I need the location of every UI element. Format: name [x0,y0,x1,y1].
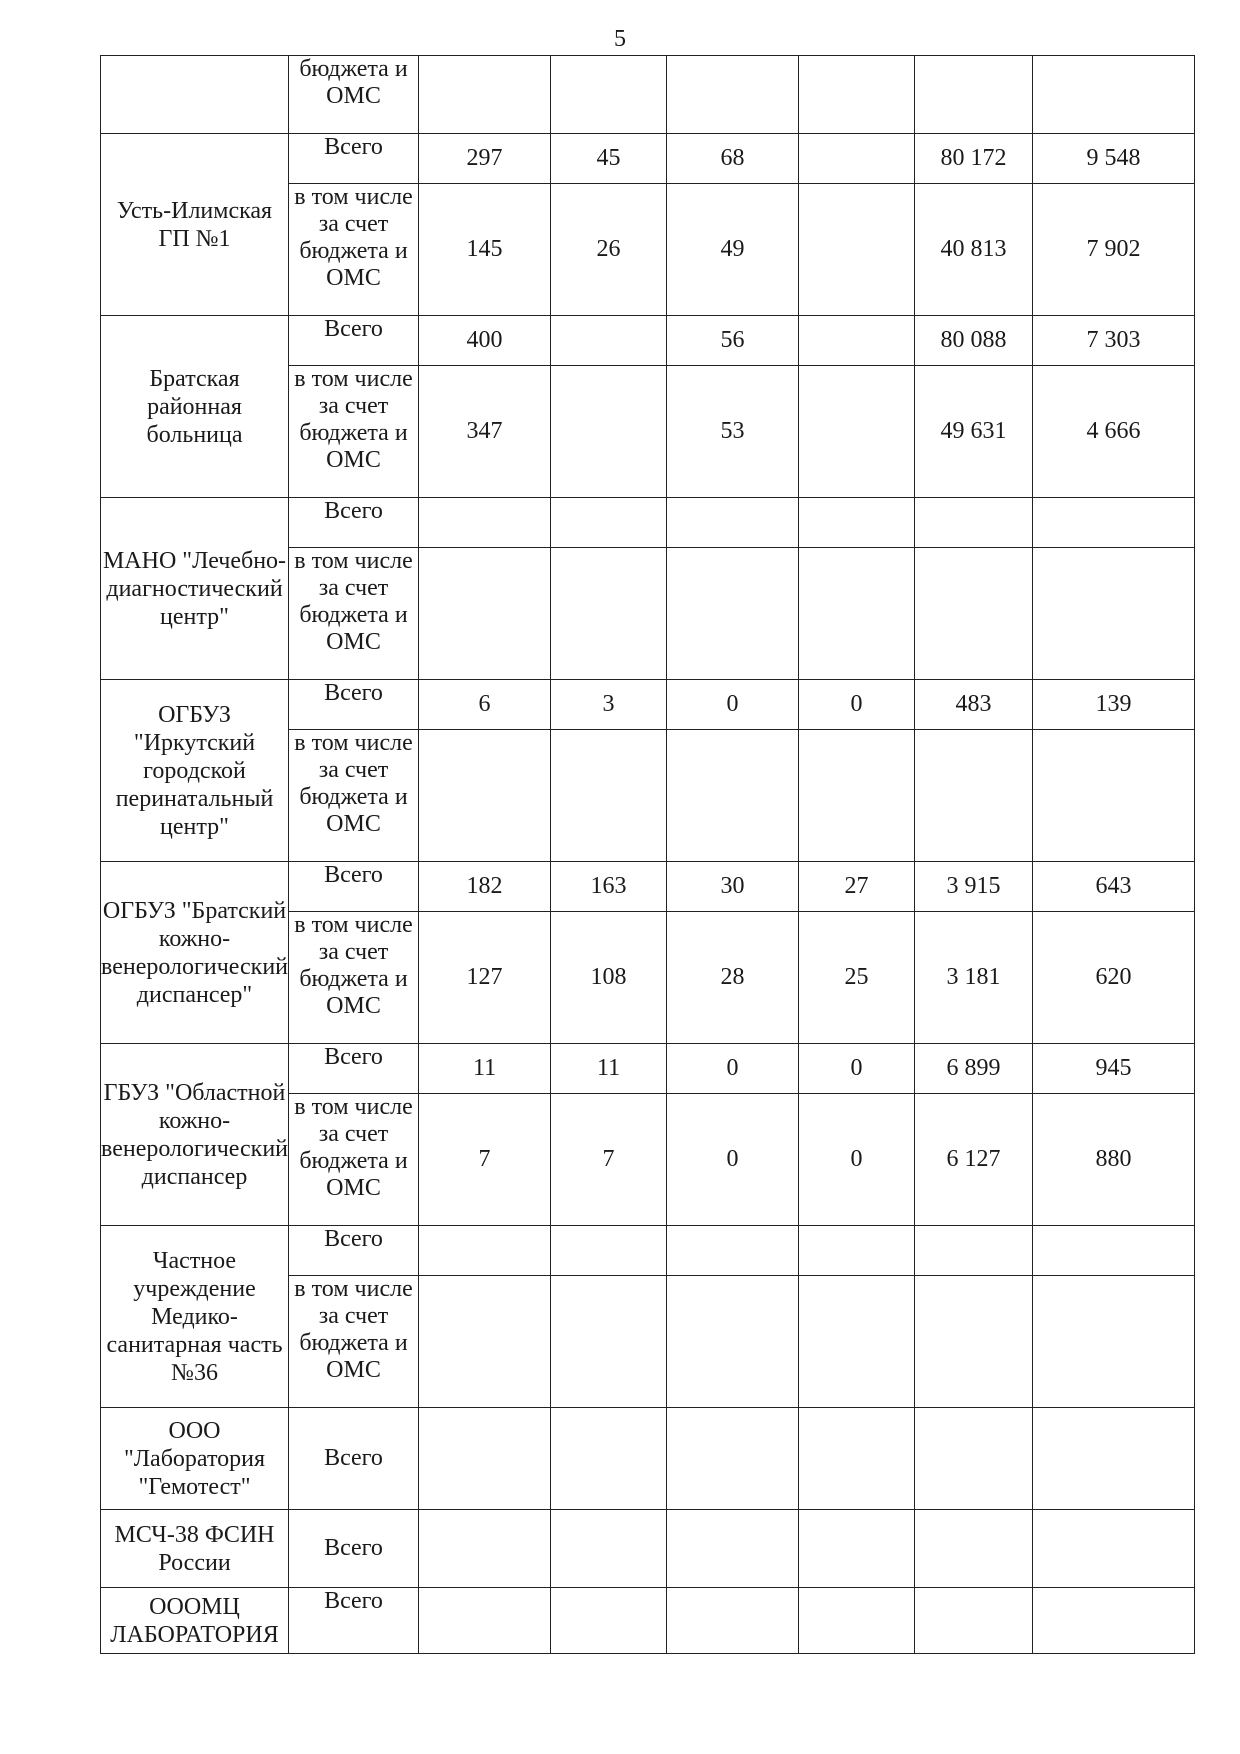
value-cell: 28 [667,912,799,1044]
value-cell: 7 303 [1033,316,1195,366]
value-cell [799,56,915,134]
value-cell [667,548,799,680]
value-cell: 26 [551,184,667,316]
value-cell [551,548,667,680]
kind-label: Всего [289,1408,419,1510]
org-name: Частное учреждение Медико-санитарная часть №36 [101,1226,289,1408]
value-cell [419,1408,551,1510]
org-name: ОГБУЗ "Братский кожно-венерологический диспансер" [101,862,289,1044]
value-cell [799,134,915,184]
kind-label: в том числе за счет бюджета и ОМС [289,366,419,498]
kind-label: Всего [289,862,419,912]
value-cell [915,548,1033,680]
kind-label: в том числе за счет бюджета и ОМС [289,1276,419,1408]
value-cell [419,498,551,548]
kind-label: Всего [289,498,419,548]
value-cell: 145 [419,184,551,316]
kind-label: в том числе за счет бюджета и ОМС [289,1094,419,1226]
value-cell [419,1226,551,1276]
org-name: ОГБУЗ "Иркутский городской перинатальный центр" [101,680,289,862]
value-cell: 49 [667,184,799,316]
value-cell: 347 [419,366,551,498]
value-cell [551,1588,667,1654]
kind-label: Всего [289,680,419,730]
value-cell: 49 631 [915,366,1033,498]
value-cell: 27 [799,862,915,912]
table-row [101,56,1195,134]
value-cell [915,56,1033,134]
value-cell [551,498,667,548]
value-cell: 30 [667,862,799,912]
value-cell: 6 [419,680,551,730]
kind-label: Всего [289,1510,419,1588]
value-cell [551,56,667,134]
table-row [101,134,1195,184]
value-cell: 0 [667,1044,799,1094]
value-cell: 25 [799,912,915,1044]
value-cell: 68 [667,134,799,184]
org-name: Усть-Илимская ГП №1 [101,134,289,316]
value-cell: 127 [419,912,551,1044]
value-cell: 163 [551,862,667,912]
value-cell: 945 [1033,1044,1195,1094]
value-cell [799,316,915,366]
value-cell: 0 [799,1094,915,1226]
kind-label: Всего [289,134,419,184]
value-cell: 3 [551,680,667,730]
value-cell [799,1588,915,1654]
value-cell: 53 [667,366,799,498]
value-cell [799,1510,915,1588]
value-cell: 620 [1033,912,1195,1044]
value-cell: 139 [1033,680,1195,730]
value-cell: 3 181 [915,912,1033,1044]
value-cell [419,548,551,680]
value-cell: 6 127 [915,1094,1033,1226]
page-number: 5 [614,26,626,52]
value-cell [915,498,1033,548]
value-cell [799,366,915,498]
value-cell [419,1276,551,1408]
value-cell [915,730,1033,862]
value-cell [551,316,667,366]
value-cell: 297 [419,134,551,184]
table-row [101,862,1195,912]
value-cell [799,1408,915,1510]
table-row [101,1408,1195,1510]
value-cell: 7 902 [1033,184,1195,316]
table-row [101,680,1195,730]
value-cell: 11 [419,1044,551,1094]
kind-label: в том числе за счет бюджета и ОМС [289,184,419,316]
value-cell [799,548,915,680]
value-cell [667,730,799,862]
value-cell [1033,1276,1195,1408]
value-cell [799,1276,915,1408]
kind-label: бюджета и ОМС [289,56,419,134]
value-cell [551,1510,667,1588]
value-cell [799,498,915,548]
value-cell [667,1408,799,1510]
value-cell [799,184,915,316]
value-cell: 80 088 [915,316,1033,366]
value-cell [551,1408,667,1510]
value-cell: 56 [667,316,799,366]
value-cell [915,1276,1033,1408]
value-cell [551,366,667,498]
value-cell: 108 [551,912,667,1044]
kind-label: в том числе за счет бюджета и ОМС [289,730,419,862]
kind-label: Всего [289,1588,419,1654]
value-cell [551,1226,667,1276]
value-cell [667,56,799,134]
value-cell [551,730,667,862]
value-cell [1033,1226,1195,1276]
value-cell [1033,548,1195,680]
value-cell [1033,1510,1195,1588]
value-cell: 880 [1033,1094,1195,1226]
value-cell: 40 813 [915,184,1033,316]
value-cell [667,498,799,548]
value-cell [419,730,551,862]
value-cell [799,730,915,862]
value-cell: 643 [1033,862,1195,912]
value-cell [1033,498,1195,548]
value-cell [667,1588,799,1654]
value-cell [419,1588,551,1654]
table-row [101,1044,1195,1094]
kind-label: Всего [289,1044,419,1094]
value-cell: 483 [915,680,1033,730]
org-name: ОООМЦ ЛАБОРАТОРИЯ [101,1588,289,1654]
value-cell [551,1276,667,1408]
value-cell [915,1588,1033,1654]
value-cell: 0 [799,1044,915,1094]
kind-label: Всего [289,316,419,366]
kind-label: Всего [289,1226,419,1276]
statistics-table [100,55,1195,1654]
value-cell: 4 666 [1033,366,1195,498]
org-name: ГБУЗ "Областной кожно-венерологический диспансер [101,1044,289,1226]
table-row [101,498,1195,548]
value-cell: 0 [667,1094,799,1226]
value-cell: 7 [551,1094,667,1226]
value-cell [1033,730,1195,862]
org-name-cell [101,56,289,134]
value-cell [1033,1408,1195,1510]
value-cell: 45 [551,134,667,184]
org-name: ООО "Лаборатория "Гемотест" [101,1408,289,1510]
table-row [101,316,1195,366]
value-cell [1033,56,1195,134]
value-cell: 400 [419,316,551,366]
value-cell [419,1510,551,1588]
table-row [101,1226,1195,1276]
value-cell: 80 172 [915,134,1033,184]
org-name: МСЧ-38 ФСИН России [101,1510,289,1588]
value-cell [667,1226,799,1276]
value-cell: 9 548 [1033,134,1195,184]
kind-label: в том числе за счет бюджета и ОМС [289,548,419,680]
kind-label: в том числе за счет бюджета и ОМС [289,912,419,1044]
value-cell [915,1510,1033,1588]
value-cell [1033,1588,1195,1654]
table-row [101,1510,1195,1588]
value-cell: 3 915 [915,862,1033,912]
value-cell: 0 [799,680,915,730]
value-cell [419,56,551,134]
org-name: МАНО "Лечебно-диагностический центр" [101,498,289,680]
table-row [101,1588,1195,1654]
value-cell [915,1408,1033,1510]
value-cell: 7 [419,1094,551,1226]
value-cell: 11 [551,1044,667,1094]
value-cell [799,1226,915,1276]
value-cell [915,1226,1033,1276]
value-cell: 0 [667,680,799,730]
value-cell [667,1510,799,1588]
value-cell [667,1276,799,1408]
org-name: Братская районная больница [101,316,289,498]
value-cell: 6 899 [915,1044,1033,1094]
value-cell: 182 [419,862,551,912]
